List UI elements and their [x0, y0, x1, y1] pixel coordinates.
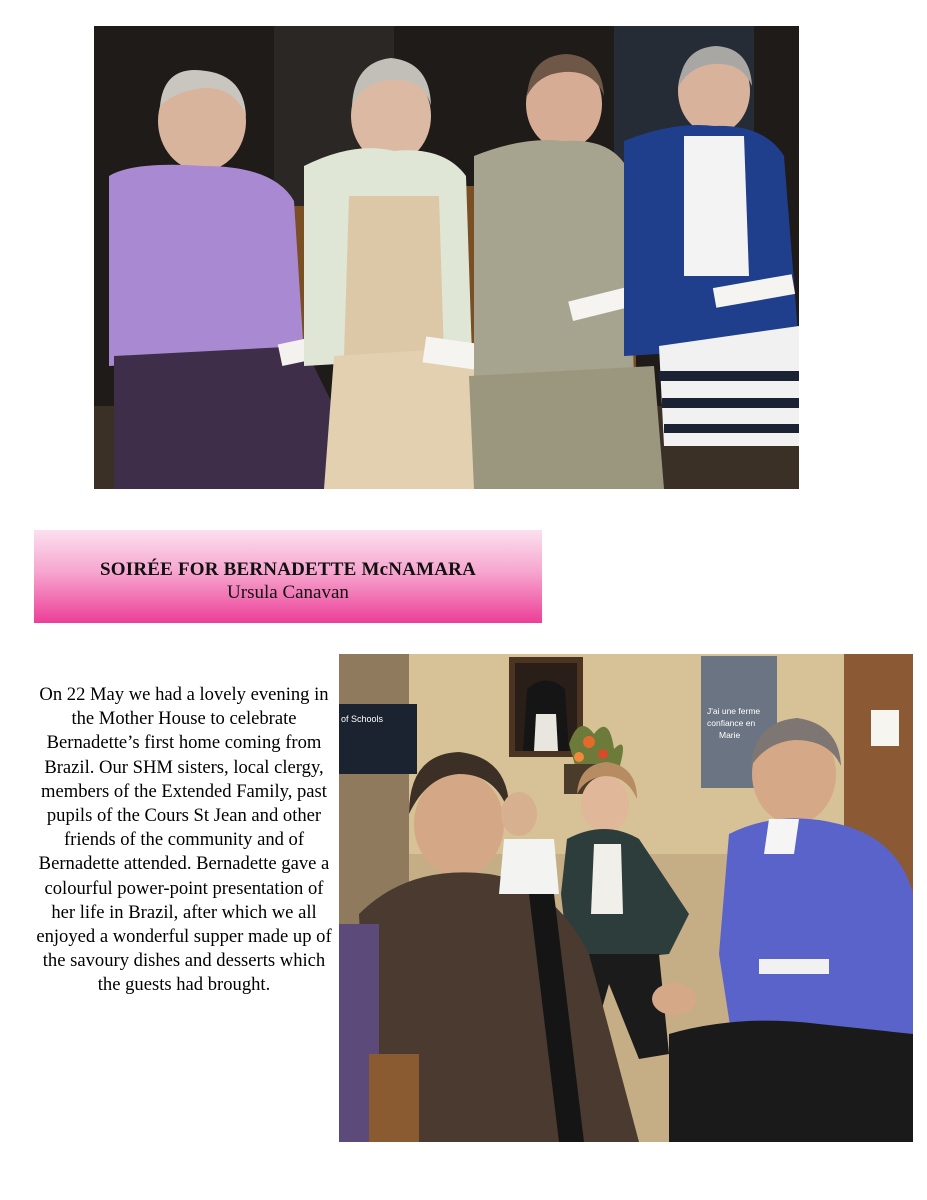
- article-title: SOIRÉE FOR BERNADETTE McNAMARA: [100, 559, 476, 580]
- banner-line-1: J'ai une ferme: [707, 706, 761, 716]
- photo-soiree-gathering: [339, 654, 913, 1142]
- article-title-box: [34, 530, 542, 623]
- photo-four-women-seated: [94, 26, 799, 489]
- banner-line-3: Marie: [719, 730, 741, 740]
- banner-line-2: confiance en: [707, 718, 756, 728]
- article-author: Ursula Canavan: [227, 582, 349, 603]
- article-body: On 22 May we had a lovely evening in the Mother House to celebrate Bernadette’s first home coming from Brazil. Our SHM sisters, local clergy, members of the Extended Family, past pupils of the Cours St Jean and other friends of the community and of Bernadette attended. Bernadette gave a colourful power-point presentation of her life in Brazil, after which we all enjoyed a wonderful supper made up of the savoury dishes and desserts which the guests had brought.: [36, 684, 332, 996]
- panel-text: of Schools: [341, 714, 384, 724]
